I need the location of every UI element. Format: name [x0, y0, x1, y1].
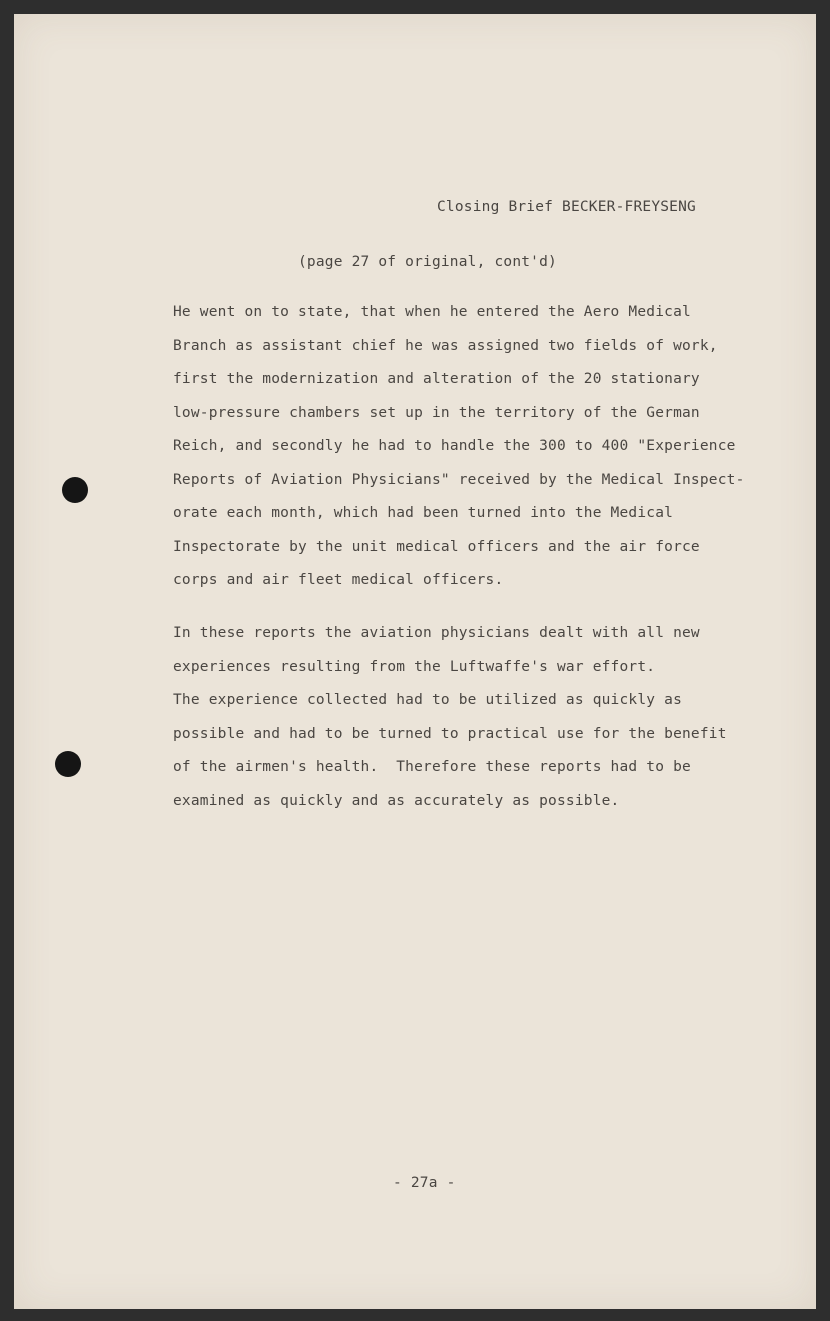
- paragraph-line: low-pressure chambers set up in the territory of the German: [173, 404, 700, 421]
- paragraph-line: experiences resulting from the Luftwaffe's war effort.: [173, 658, 656, 675]
- paragraph-line: corps and air fleet medical officers.: [173, 572, 504, 588]
- paragraph-line: possible and had to be turned to practical use for the benefit: [173, 725, 727, 742]
- paragraph-line: In these reports the aviation physicians dealt with all new: [173, 625, 700, 641]
- paragraph-line: orate each month, which had been turned into the Medical: [173, 505, 674, 521]
- paragraph-line: Branch as assistant chief he was assigned two fields of work,: [173, 337, 718, 354]
- punch-hole-top: [62, 477, 88, 503]
- paragraph-line: examined as quickly and as accurately as possible.: [173, 792, 620, 809]
- page-reference: (page 27 of original, cont'd): [298, 254, 557, 270]
- paragraph-line: Reports of Aviation Physicians" received by the Medical Inspect-: [173, 471, 745, 488]
- paragraph-2: [173, 624, 727, 825]
- paragraph-line: He went on to state, that when he entered the Aero Medical: [173, 304, 691, 320]
- paragraph-line: Inspectorate by the unit medical officers and the air force: [173, 538, 700, 555]
- paragraph-1: [173, 303, 745, 605]
- paragraph-line: Reich, and secondly he had to handle the 300 to 400 "Experience: [173, 438, 736, 454]
- header-title: Closing Brief BECKER-FREYSENG: [437, 199, 696, 215]
- punch-hole-bottom: [55, 751, 81, 777]
- page-number: - 27a -: [393, 1175, 456, 1191]
- paragraph-line: of the airmen's health. Therefore these reports had to be: [173, 759, 691, 775]
- paragraph-line: The experience collected had to be utilized as quickly as: [173, 692, 682, 708]
- paragraph-line: first the modernization and alteration of the 20 stationary: [173, 371, 700, 387]
